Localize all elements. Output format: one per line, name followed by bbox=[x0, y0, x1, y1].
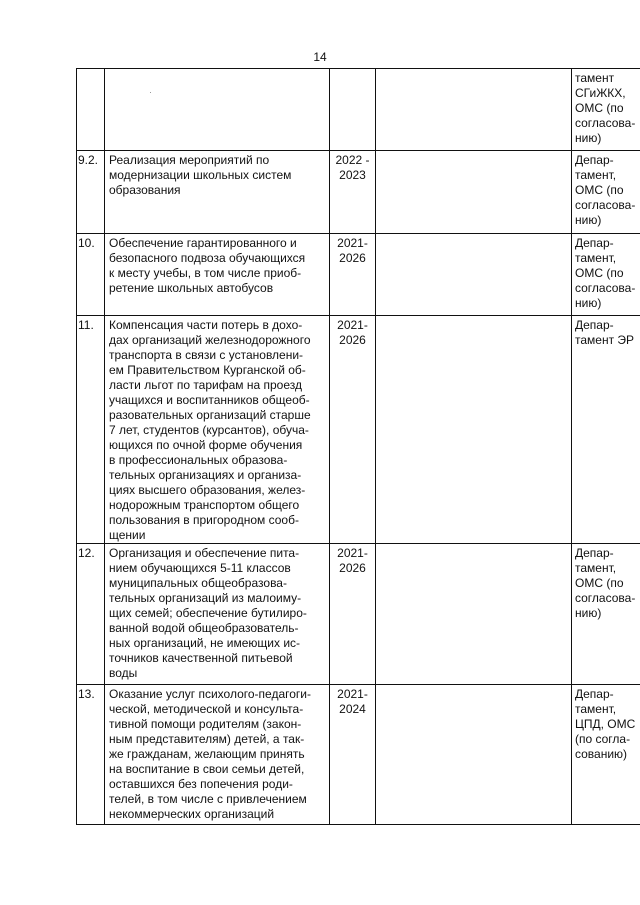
measure-text bbox=[105, 685, 329, 822]
responsible-line: нию) bbox=[575, 296, 602, 310]
measure-text bbox=[105, 69, 329, 71]
blank-cell bbox=[376, 316, 572, 544]
responsible-line: согласова- bbox=[575, 591, 636, 605]
measure-line: тельных организаций из малоиму- bbox=[109, 591, 302, 605]
responsible-cell bbox=[572, 316, 640, 544]
period-line: 2022 - bbox=[335, 153, 370, 167]
table-row bbox=[77, 151, 640, 234]
row-number-cell bbox=[77, 685, 105, 825]
blank-cell bbox=[376, 69, 572, 151]
responsible-line: нию) bbox=[575, 213, 602, 227]
responsible-line: Депар- bbox=[575, 546, 614, 560]
period-line: 2021- bbox=[337, 236, 368, 250]
measure-line: Компенсация части потерь в дохо- bbox=[109, 318, 303, 332]
row-number bbox=[77, 544, 104, 561]
row-number bbox=[77, 151, 104, 168]
measure-line: ных организаций, не имеющих ис- bbox=[109, 636, 301, 650]
responsible-cell bbox=[572, 685, 640, 825]
responsible-cell bbox=[572, 69, 640, 151]
measure-text bbox=[105, 151, 329, 198]
responsible-line: согласова- bbox=[575, 116, 636, 130]
responsible-line: тамент bbox=[575, 71, 615, 85]
row-number bbox=[77, 234, 104, 251]
measure-line: ющихся по очной форме обучения bbox=[109, 438, 303, 452]
period-text bbox=[330, 69, 375, 71]
blank-cell bbox=[376, 234, 572, 316]
measure-line: к месту учебы, в том числе приоб- bbox=[109, 266, 302, 280]
measure-text bbox=[105, 544, 329, 681]
measure-line: учащихся и воспитанников общеоб- bbox=[109, 393, 310, 407]
blank-cell bbox=[376, 685, 572, 825]
measure-line: оставшихся без попечения роди- bbox=[109, 777, 293, 791]
measure-line: щих семей; обеспечение бутилиро- bbox=[109, 606, 307, 620]
period-cell bbox=[330, 316, 376, 544]
responsible-line: тамент, bbox=[575, 561, 617, 575]
plan-table bbox=[76, 68, 640, 825]
period-text bbox=[330, 151, 375, 183]
measure-line: в профессиональных образова- bbox=[109, 453, 288, 467]
responsible-cell bbox=[572, 151, 640, 234]
measure-line: ческой, методической и консульта- bbox=[109, 702, 304, 716]
measure-cell bbox=[105, 316, 330, 544]
page-number: 14 bbox=[313, 50, 327, 64]
measure-line: же гражданам, желающим принять bbox=[109, 747, 305, 761]
measure-line: пользования в пригородном сооб- bbox=[109, 513, 299, 527]
responsible-line: ОМС (по bbox=[575, 101, 624, 115]
responsible-line: тамент, bbox=[575, 702, 617, 716]
measure-line: модернизации школьных систем bbox=[109, 168, 292, 182]
measure-line: Реализация мероприятий по bbox=[109, 153, 270, 167]
measure-line: воды bbox=[109, 666, 138, 680]
responsible-line: ОМС (по bbox=[575, 576, 624, 590]
measure-line: образования bbox=[109, 183, 181, 197]
row-number-line: 10. bbox=[78, 236, 95, 250]
period-line: 2026 bbox=[339, 333, 366, 347]
row-number-line: 12. bbox=[78, 546, 95, 560]
responsible-text bbox=[572, 234, 640, 311]
responsible-line: нию) bbox=[575, 606, 602, 620]
row-number-cell bbox=[77, 151, 105, 234]
row-number bbox=[77, 69, 104, 71]
measure-line: ем Правительством Курганской об- bbox=[109, 363, 306, 377]
table-row bbox=[77, 69, 640, 151]
responsible-line: согласова- bbox=[575, 198, 636, 212]
scan-speck bbox=[150, 92, 151, 93]
responsible-text bbox=[572, 151, 640, 228]
table-row bbox=[77, 685, 640, 825]
period-cell bbox=[330, 69, 376, 151]
measure-cell bbox=[105, 69, 330, 151]
measure-line: Оказание услуг психолого-педагоги- bbox=[109, 687, 311, 701]
table-row bbox=[77, 234, 640, 316]
responsible-cell bbox=[572, 234, 640, 316]
period-line: 2021- bbox=[337, 318, 368, 332]
responsible-line: нию) bbox=[575, 131, 602, 145]
responsible-line: тамент, bbox=[575, 168, 617, 182]
responsible-line: ОМС (по bbox=[575, 183, 624, 197]
period-cell bbox=[330, 685, 376, 825]
measure-line: точников качественной питьевой bbox=[109, 651, 293, 665]
period-line: 2026 bbox=[339, 251, 366, 265]
row-number-line: 13. bbox=[78, 687, 95, 701]
responsible-text bbox=[572, 544, 640, 621]
period-cell bbox=[330, 234, 376, 316]
measure-line: тивной помощи родителям (закон- bbox=[109, 717, 302, 731]
period-text bbox=[330, 544, 375, 576]
row-number-cell bbox=[77, 69, 105, 151]
responsible-text bbox=[572, 685, 640, 762]
responsible-line: Депар- bbox=[575, 236, 614, 250]
measure-line: циях высшего образования, желез- bbox=[109, 483, 306, 497]
responsible-line: тамент, bbox=[575, 251, 617, 265]
row-number-line: 9.2. bbox=[78, 153, 99, 167]
measure-line: Организация и обеспечение пита- bbox=[109, 546, 300, 560]
responsible-line: сованию) bbox=[575, 747, 628, 761]
period-line: 2021- bbox=[337, 687, 368, 701]
measure-cell bbox=[105, 151, 330, 234]
responsible-cell bbox=[572, 544, 640, 685]
period-line: 2026 bbox=[339, 561, 366, 575]
period-line: 2024 bbox=[339, 702, 366, 716]
measure-cell bbox=[105, 685, 330, 825]
responsible-text bbox=[572, 69, 640, 146]
measure-line: тельных организациях и организа- bbox=[109, 468, 302, 482]
period-text bbox=[330, 234, 375, 266]
period-line: 2021- bbox=[337, 546, 368, 560]
responsible-line: Депар- bbox=[575, 153, 614, 167]
row-number-cell bbox=[77, 544, 105, 685]
row-number bbox=[77, 685, 104, 702]
measure-cell bbox=[105, 544, 330, 685]
measure-line: ретение школьных автобусов bbox=[109, 281, 274, 295]
responsible-line: ОМС (по bbox=[575, 266, 624, 280]
measure-text bbox=[105, 234, 329, 296]
measure-line: ным представителям) детей, а так- bbox=[109, 732, 305, 746]
measure-line: на воспитание в свои семьи детей, bbox=[109, 762, 305, 776]
measure-line: щении bbox=[109, 528, 146, 542]
responsible-text bbox=[572, 316, 640, 348]
measure-line: нодорожным транспортом общего bbox=[109, 498, 300, 512]
row-number-line: 11. bbox=[78, 318, 94, 332]
row-number bbox=[77, 316, 104, 333]
period-text bbox=[330, 685, 375, 717]
period-cell bbox=[330, 544, 376, 685]
measure-cell bbox=[105, 234, 330, 316]
table-row bbox=[77, 544, 640, 685]
row-number-cell bbox=[77, 234, 105, 316]
responsible-line: тамент ЭР bbox=[575, 333, 635, 347]
responsible-line: ЦПД, ОМС bbox=[575, 717, 636, 731]
period-cell bbox=[330, 151, 376, 234]
row-number-cell bbox=[77, 316, 105, 544]
responsible-line: (по согла- bbox=[575, 732, 631, 746]
blank-cell bbox=[376, 151, 572, 234]
measure-line: 7 лет, студентов (курсантов), обуча- bbox=[109, 423, 309, 437]
responsible-line: Депар- bbox=[575, 687, 614, 701]
measure-line: нием обучающихся 5-11 классов bbox=[109, 561, 291, 575]
table-row bbox=[77, 316, 640, 544]
measure-line: разовательных организаций старше bbox=[109, 408, 311, 422]
measure-line: дах организаций железнодорожного bbox=[109, 333, 311, 347]
blank-cell bbox=[376, 544, 572, 685]
measure-line: муниципальных общеобразова- bbox=[109, 576, 287, 590]
measure-line: Обеспечение гарантированного и bbox=[109, 236, 297, 250]
measure-text bbox=[105, 316, 329, 543]
period-text bbox=[330, 316, 375, 348]
measure-line: безопасного подвоза обучающихся bbox=[109, 251, 306, 265]
measure-line: ванной водой общеобразователь- bbox=[109, 621, 299, 635]
period-line: 2023 bbox=[339, 168, 366, 182]
measure-line: телей, в том числе с привлечением bbox=[109, 792, 307, 806]
responsible-line: согласова- bbox=[575, 281, 636, 295]
responsible-line: Депар- bbox=[575, 318, 614, 332]
measure-line: некоммерческих организаций bbox=[109, 807, 275, 821]
measure-line: ласти льгот по тарифам на проезд bbox=[109, 378, 302, 392]
measure-line: транспорта в связи с установлени- bbox=[109, 348, 304, 362]
responsible-line: СГиЖКХ, bbox=[575, 86, 626, 100]
